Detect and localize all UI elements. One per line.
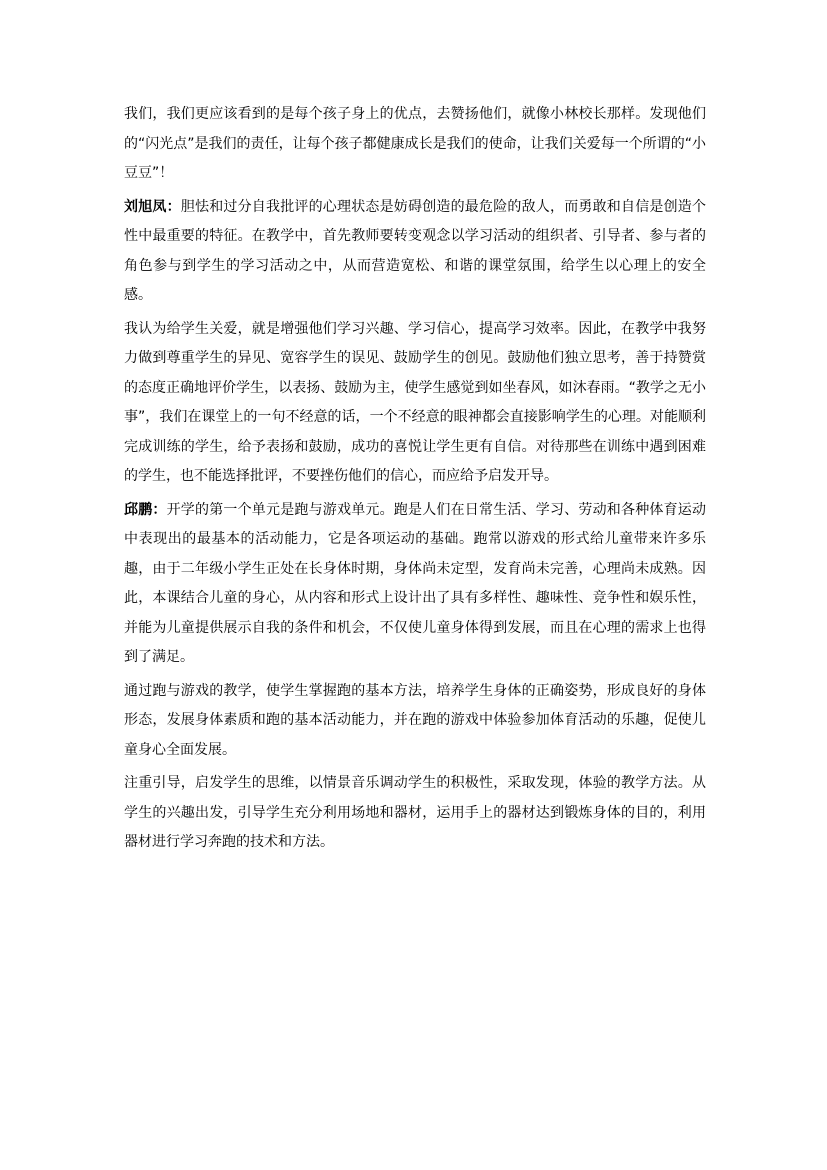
document-page: [124, 100, 706, 862]
paragraph-text: 胆怯和过分自我批评的心理状态是妨碍创造的最危险的敌人，而勇敢和自信是创造个性中最重要的特征。在教学中，首先教师要转变观念以学习活动的组织者、引导者、参与者的角色参与到学生的学习活动之中，从而营造宽松、和谐的课堂氛围，给学生以心理上的安全感。: [124, 198, 707, 303]
paragraph-1: [124, 100, 706, 189]
paragraph-5: [124, 677, 706, 766]
speaker-name: 邱鹏：: [124, 501, 167, 518]
paragraph-2: [124, 193, 706, 311]
paragraph-text: 我们，我们更应该看到的是每个孩子身上的优点，去赞扬他们，就像小林校长那样。发现他们的“闪光点”是我们的责任，让每个孩子都健康成长是我们的使命，让我们关爱每一个所谓的“小豆豆”！: [124, 106, 706, 181]
paragraph-6: [124, 769, 706, 858]
paragraph-text: 开学的第一个单元是跑与游戏单元。跑是人们在日常生活、学习、劳动和各种体育运动中表现出的最基本的活动能力，它是各项运动的基础。跑常以游戏的形式给儿童带来许多乐趣，由于二年级小学生正处在长身体时期，身体尚未定型，发育尚未完善，心理尚未成熟。因此，本课结合儿童的身心，从内容和形式上设计出了具有多样性、趣味性、竞争性和娱乐性，并能为儿童提供展示自我的条件和机会，不仅使儿童身体得到发展，而且在心理的需求上也得到了满足。: [124, 501, 707, 665]
paragraph-4: [124, 496, 706, 673]
paragraph-text: 通过跑与游戏的教学，使学生掌握跑的基本方法，培养学生身体的正确姿势，形成良好的身体形态，发展身体素质和跑的基本活动能力，并在跑的游戏中体验参加体育活动的乐趣，促使儿童身心全面发展。: [124, 682, 706, 758]
speaker-name: 刘旭凤：: [124, 198, 181, 215]
paragraph-3: [124, 315, 706, 492]
paragraph-text: 我认为给学生关爱，就是增强他们学习兴趣、学习信心，提高学习效率。因此，在教学中我努力做到尊重学生的异见、宽容学生的误见、鼓励学生的创见。鼓励他们独立思考，善于持赞赏的态度正确地评价学生，以表扬、鼓励为主，使学生感觉到如坐春风，如沐春雨。“教学之无小事”，我们在课堂上的一句不经意的话，一个不经意的眼神都会直接影响学生的心理。对能顺利完成训练的学生，给予表扬和鼓励，成功的喜悦让学生更有自信。对待那些在训练中遇到困难的学生，也不能选择批评，不要挫伤他们的信心，而应给予启发开导。: [124, 320, 706, 484]
paragraph-text: 注重引导，启发学生的思维，以情景音乐调动学生的积极性，采取发现，体验的教学方法。从学生的兴趣出发，引导学生充分利用场地和器材，运用手上的器材达到锻炼身体的目的，利用器材进行学习奔跑的技术和方法。: [124, 775, 706, 850]
